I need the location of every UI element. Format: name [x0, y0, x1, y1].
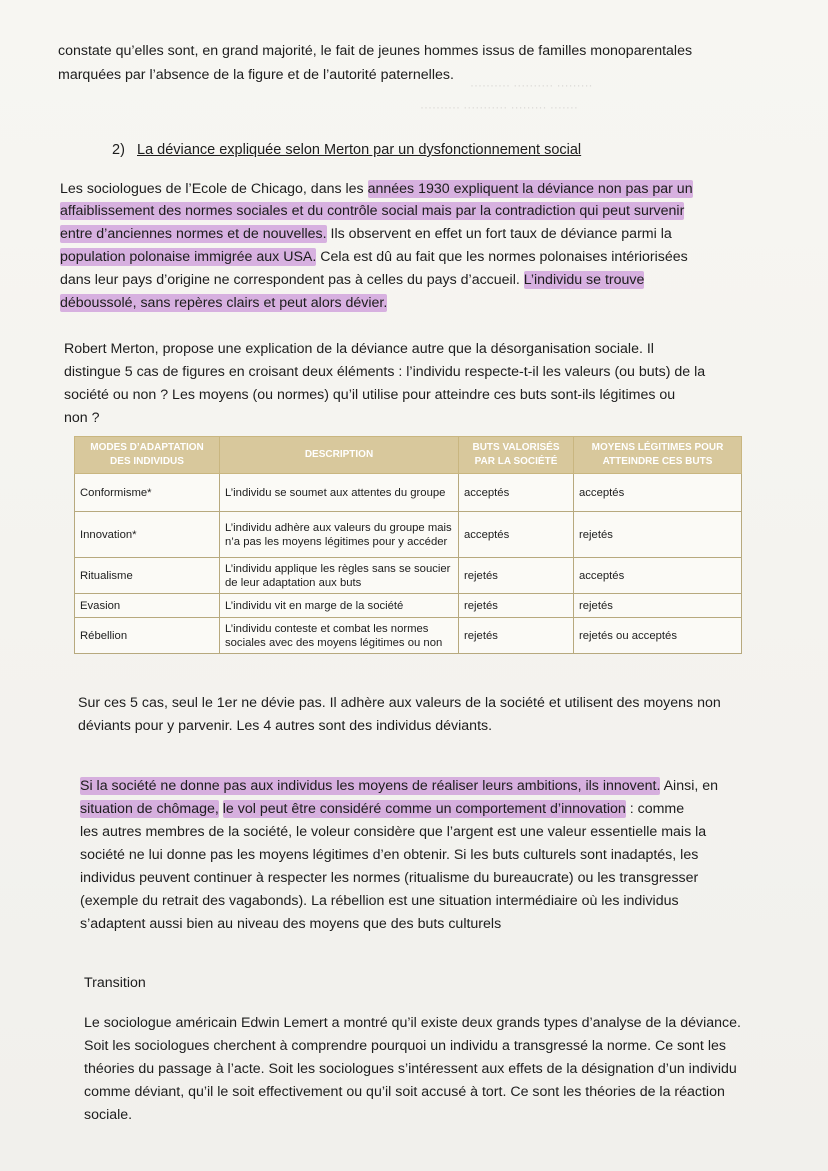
intro-line-2: marquées par l’absence de la figure et de l’autorité paternelles.: [58, 67, 454, 83]
para1-line: [60, 223, 740, 245]
cell-moyens: acceptés: [574, 558, 742, 594]
table-header-row: [75, 437, 742, 474]
header-moyens: MOYENS LÉGITIMES POUR ATTEINDRE CES BUTS: [574, 437, 742, 474]
text-span: Les sociologues de l’Ecole de Chicago, dans les: [60, 181, 368, 197]
cell-description: L’individu vit en marge de la société: [220, 594, 459, 618]
cell-moyens: rejetés ou acceptés: [574, 618, 742, 654]
cell-moyens: rejetés: [574, 512, 742, 558]
section-heading: [112, 142, 581, 158]
para2-line: distingue 5 cas de figures en croisant deux éléments : l’individu respecte-t-il les valeurs (ou buts) de la: [64, 364, 706, 380]
para1-line: [60, 246, 740, 268]
cell-buts: rejetés: [459, 618, 574, 654]
para4-line: s’adaptent aussi bien au niveau des moyens que des buts culturels: [80, 916, 502, 932]
table-row: [75, 618, 742, 654]
table-row: [75, 474, 742, 512]
transition-label: Transition: [84, 975, 146, 991]
transition-line: Le sociologue américain Edwin Lemert a montré qu’il existe deux grands types d’analyse de la déviance.: [84, 1015, 741, 1031]
text-span: Ainsi, en: [660, 778, 719, 794]
transition-line: Soit les sociologues cherchent à comprendre pourquoi un individu a transgressé la norme. Ce sont les: [84, 1038, 726, 1054]
table-row: [75, 558, 742, 594]
highlight: Si la société ne donne pas aux individus les moyens de réaliser leurs ambitions, ils innovent.: [80, 778, 661, 794]
table-row: [75, 512, 742, 558]
text-span: dans leur pays d’origine ne correspondent pas à celles du pays d’accueil.: [60, 272, 524, 288]
cell-mode: Innovation*: [75, 512, 220, 558]
text-span: Ils observent en effet un fort taux de déviance parmi la: [326, 226, 672, 242]
cell-description: L’individu conteste et combat les normes sociales avec des moyens légitimes ou non: [220, 618, 459, 654]
cell-description: L’individu se soumet aux attentes du groupe: [220, 474, 459, 512]
cell-mode: Evasion: [75, 594, 220, 618]
highlight: population polonaise immigrée aux USA.: [60, 249, 317, 265]
cell-moyens: rejetés: [574, 594, 742, 618]
para2-line: société ou non ? Les moyens (ou normes) qu’il utilise pour atteindre ces buts sont-ils légitimes ou: [64, 387, 676, 403]
para1-line: [60, 292, 740, 314]
cell-mode: Rébellion: [75, 618, 220, 654]
transition-line: sociale.: [84, 1107, 133, 1123]
cell-mode: Ritualisme: [75, 558, 220, 594]
header-buts: BUTS VALORISÉS PAR LA SOCIÉTÉ: [459, 437, 574, 474]
highlight: L’individu se trouve: [523, 272, 645, 288]
cell-buts: rejetés: [459, 558, 574, 594]
transition-line: théories du passage à l’acte. Soit les sociologues s’intéressent aux effets de la désignation d’un individu: [84, 1061, 737, 1077]
table-row: [75, 594, 742, 618]
para4-line: société ne lui donne pas les moyens légitimes d’en obtenir. Si les buts culturels sont inadaptés, les: [80, 847, 699, 863]
cell-moyens: acceptés: [574, 474, 742, 512]
header-description: DESCRIPTION: [220, 437, 459, 474]
para2-line: non ?: [64, 410, 100, 426]
highlight: affaiblissement des normes sociales et du contrôle social mais par la contradiction qui peut survenir: [60, 203, 685, 219]
cell-description: L’individu adhère aux valeurs du groupe mais n’a pas les moyens légitimes pour y accéder: [220, 512, 459, 558]
cell-buts: acceptés: [459, 474, 574, 512]
merton-table: [74, 436, 742, 654]
para4-line: individus peuvent continuer à respecter les normes (ritualisme du bureaucrate) ou les transgresser: [80, 870, 699, 886]
highlight: entre d’anciennes normes et de nouvelles.: [60, 226, 327, 242]
para1-line: [60, 269, 740, 291]
para2-line: Robert Merton, propose une explication de la déviance autre que la désorganisation sociale. Il: [64, 341, 654, 357]
highlight: situation de chômage,: [80, 801, 219, 817]
bleed-through-text: ·········· ··········· ········· ·······: [420, 100, 578, 114]
para4-line: [80, 775, 744, 797]
header-mode: MODES D’ADAPTATION DES INDIVIDUS: [75, 437, 220, 474]
highlight: déboussolé, sans repères clairs et peut alors dévier.: [60, 295, 388, 311]
text-span: : comme: [625, 801, 685, 817]
para1-line: [60, 178, 740, 200]
para4-line: [80, 798, 744, 820]
bleed-through-text: ·········· ·········· ·········: [470, 78, 593, 92]
intro-line-1: constate qu’elles sont, en grand majorité, le fait de jeunes hommes issus de familles monoparentales: [58, 43, 693, 59]
para1-line: [60, 200, 740, 222]
text-span: Cela est dû au fait que les normes polonaises intériorisées: [316, 249, 688, 265]
para3-line-1: Sur ces 5 cas, seul le 1er ne dévie pas. Il adhère aux valeurs de la société et utilisent des moyens non: [78, 695, 721, 711]
section-title: La déviance expliquée selon Merton par un dysfonctionnement social: [137, 142, 582, 158]
cell-mode: Conformisme*: [75, 474, 220, 512]
highlight: le vol peut être considéré comme un comportement d’innovation: [222, 801, 626, 817]
transition-line: comme déviant, qu’il le soit effectivement ou qu’il soit accusé à tort. Ce sont les théories de la réaction: [84, 1084, 725, 1100]
para3-line-2: déviants pour y parvenir. Les 4 autres sont des individus déviants.: [78, 718, 493, 734]
cell-buts: rejetés: [459, 594, 574, 618]
para4-line: les autres membres de la société, le voleur considère que l’argent est une valeur essentielle mais la: [80, 824, 707, 840]
cell-buts: acceptés: [459, 512, 574, 558]
section-number: 2): [112, 142, 125, 158]
para4-line: (exemple du retrait des vagabonds). La rébellion est une situation intermédiaire où les individus: [80, 893, 679, 909]
cell-description: L’individu applique les règles sans se soucier de leur adaptation aux buts: [220, 558, 459, 594]
highlight: années 1930 expliquent la déviance non pas par un: [367, 181, 693, 197]
